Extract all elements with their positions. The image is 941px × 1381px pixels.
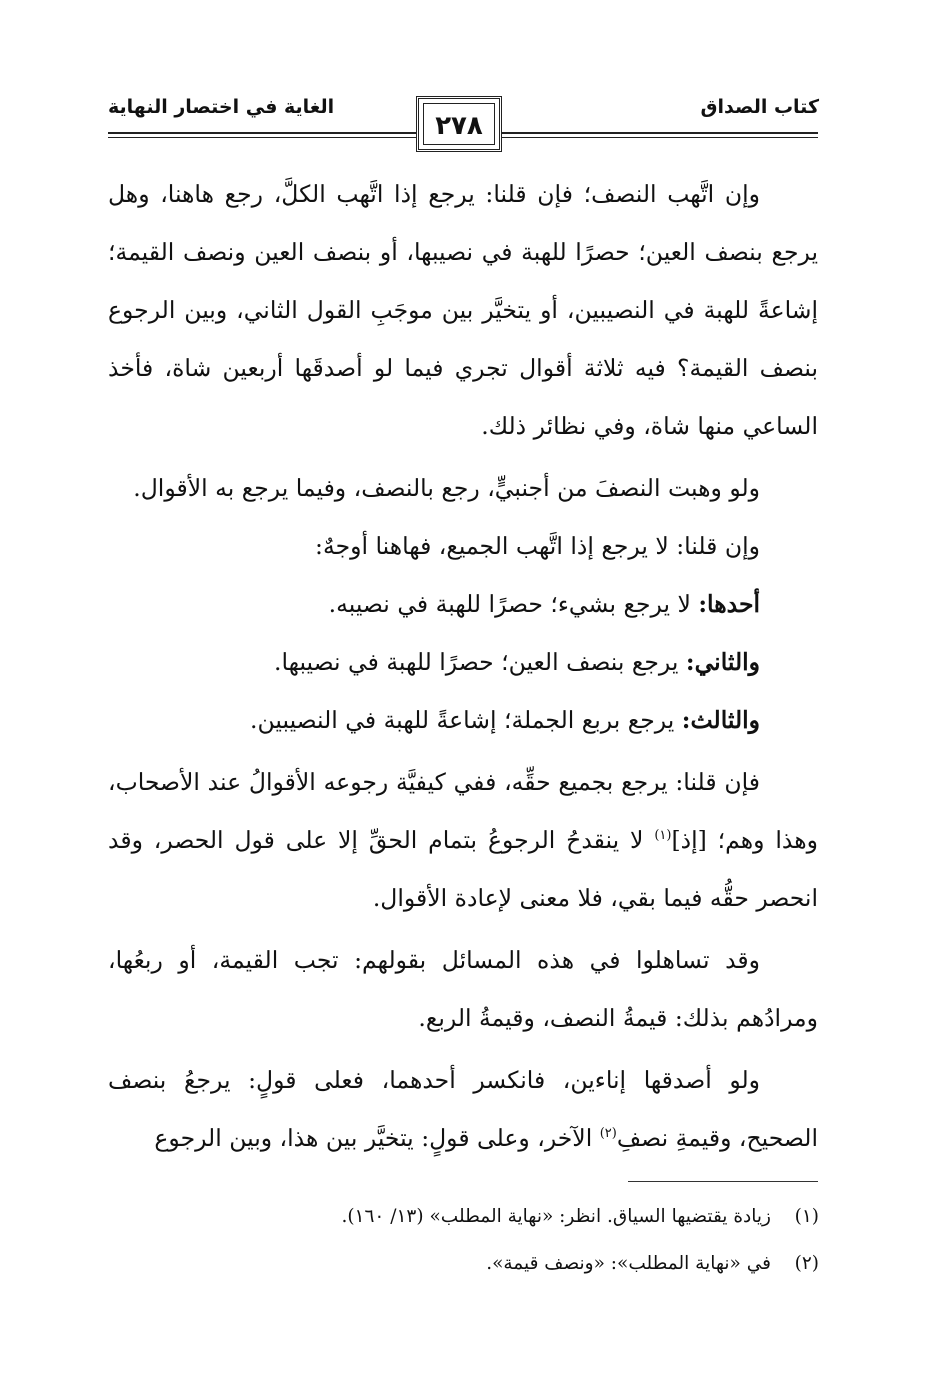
- third-view-text: يرجع بربع الجملة؛ إشاعةً للهبة في النصيبين.: [250, 706, 682, 734]
- chapter-title: كتاب الصداق: [700, 96, 819, 118]
- footnote-1: [109, 1206, 819, 1227]
- footnote-separator: [628, 1181, 818, 1182]
- paragraph-9-part-b: الآخر، وعلى قولٍ: يتخيَّر بين هذا، وبين الرجوع: [154, 1124, 600, 1152]
- paragraph-4: [108, 575, 818, 633]
- second-view-text: يرجع بنصف العين؛ حصرًا للهبة في نصيبها.: [274, 648, 686, 676]
- paragraph-7-part-a: فإن قلنا: يرجع بجميع حقِّه، ففي كيفيَّة رجوعه الأقوالُ عند الأصحاب، وهذا وهم؛ [إذ]: [108, 768, 818, 854]
- paragraph-5: [108, 633, 818, 691]
- page-number: ٢٧٨: [435, 111, 483, 141]
- footnote-1-text: زيادة يقتضيها السياق. انظر: «نهاية المطلب» (١٣/ ١٦٠).: [341, 1206, 771, 1227]
- third-view-label: والثالث:: [681, 706, 760, 734]
- paragraph-3: وإن قلنا: لا يرجع إذا اتَّهب الجميع، فهاهنا أوجهٌ:: [315, 532, 760, 560]
- footnote-1-number: (١): [794, 1206, 819, 1227]
- page-number-frame: [416, 96, 502, 152]
- book-title: الغاية في اختصار النهاية: [108, 96, 335, 118]
- paragraph-9-part-a: ولو أصدقها إناءين، فانكسر أحدهما، فعلى قولٍ: يرجعُ بنصف الصحيح، وقيمةِ نصفِ: [108, 1066, 818, 1152]
- footnote-2: [109, 1253, 819, 1274]
- main-text: [108, 165, 818, 1167]
- footnote-ref-1[interactable]: (١): [654, 828, 672, 844]
- footnote-2-text: في «نهاية المطلب»: «ونصف قيمة».: [486, 1253, 771, 1274]
- paragraph-8: وقد تساهلوا في هذه المسائل بقولهم: تجب القيمة، أو ربعُها، ومرادُهم بذلك: قيمةُ النصف، وقيمةُ الربع.: [108, 946, 818, 1032]
- paragraph-7-part-b: لا ينقدحُ الرجوعُ بتمام الحقِّ إلا على قول الحصر، وقد انحصر حقُّه فيما بقي، فلا معنى لإعادة الأقوال.: [108, 826, 818, 912]
- first-view-text: لا يرجع بشيء؛ حصرًا للهبة في نصيبه.: [328, 590, 699, 618]
- footnote-ref-2[interactable]: (٢): [599, 1126, 617, 1142]
- second-view-label: والثاني:: [685, 648, 760, 676]
- paragraph-7: [108, 753, 818, 927]
- paragraph-1: وإن اتَّهب النصف؛ فإن قلنا: يرجع إذا اتَّهب الكلَّ، رجع هاهنا، وهل يرجع بنصف العين؛ حصرًا للهبة في نصيبها، أو بنصف العين ونصف القيمة؛ إشاعةً للهبة في النصيبين، أو يتخيَّر بين موجَبِ القول الثاني، وبين الرجوع بنصف القيمة؟ فيه ثلاثة أقوال تجري فيما لو أصدقَها أربعين شاة، فأخذ الساعي منها شاة، وفي نظائر ذلك.: [108, 180, 818, 440]
- paragraph-2: ولو وهبت النصفَ من أجنبيٍّ، رجع بالنصف، وفيما يرجع به الأقوال.: [133, 474, 760, 502]
- paragraph-9: [108, 1051, 818, 1167]
- first-view-label: أحدها:: [698, 590, 760, 618]
- paragraph-6: [108, 691, 818, 749]
- footnote-2-number: (٢): [794, 1253, 819, 1274]
